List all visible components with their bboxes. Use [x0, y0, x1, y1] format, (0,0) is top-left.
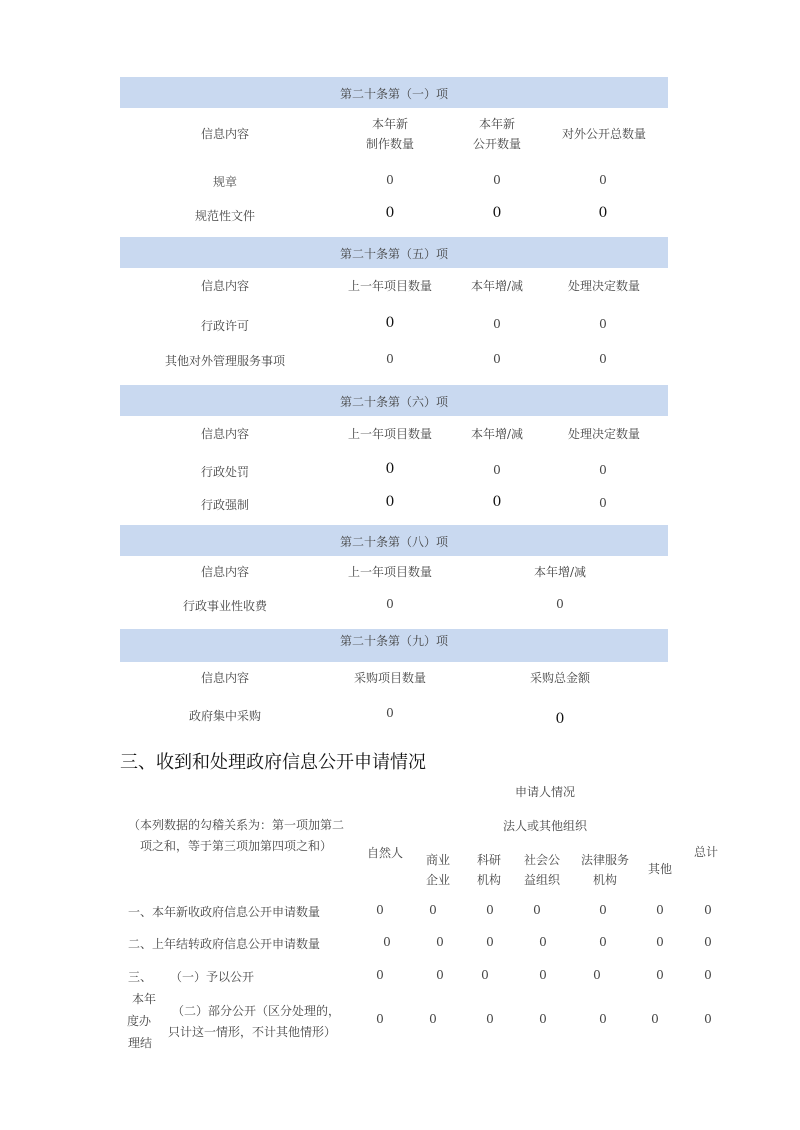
section-title: 第二十条第（五）项 — [339, 247, 448, 261]
row-label: 行政许可 — [200, 319, 249, 333]
cell-value: 0 — [704, 903, 712, 917]
column-header: 法律服务 — [580, 853, 629, 867]
cell-value: 0 — [656, 903, 664, 917]
cell-value: 0 — [481, 968, 489, 982]
row-label: 行政强制 — [200, 498, 249, 512]
note-text: （本列数据的勾稽关系为：第一项加第二 — [128, 818, 345, 832]
column-header: 企业 — [425, 873, 450, 887]
column-header: 信息内容 — [200, 427, 249, 441]
cell-value: 0 — [599, 1012, 607, 1026]
section-header-bar — [120, 385, 668, 416]
side-label: 本年 — [132, 992, 157, 1006]
column-header: 其他 — [647, 862, 672, 876]
cell-value: 0 — [376, 968, 384, 982]
cell-value: 0 — [539, 1012, 547, 1026]
cell-value: 0 — [385, 494, 395, 510]
cell-value: 0 — [533, 903, 541, 917]
cell-value: 0 — [492, 494, 502, 510]
column-header: 上一年项目数量 — [347, 565, 432, 579]
column-header: 信息内容 — [200, 671, 249, 685]
cell-value: 0 — [493, 352, 501, 366]
column-header: 本年增/减 — [470, 427, 524, 441]
cell-value: 0 — [704, 935, 712, 949]
column-header: 机构 — [476, 873, 501, 887]
cell-value: 0 — [386, 706, 394, 720]
cell-value: 0 — [651, 1012, 659, 1026]
column-header: 公开数量 — [472, 137, 521, 151]
column-header: 科研 — [476, 853, 501, 867]
cell-value: 0 — [486, 1012, 494, 1026]
column-header: 机构 — [592, 873, 617, 887]
cell-value: 0 — [539, 968, 547, 982]
row-label: 其他对外管理服务事项 — [164, 354, 285, 368]
section-header-bar — [120, 629, 668, 662]
cell-value: 0 — [436, 935, 444, 949]
column-header: 信息内容 — [200, 565, 249, 579]
column-header: 本年新 — [478, 117, 515, 131]
column-header: 信息内容 — [200, 127, 249, 141]
cell-value: 0 — [486, 935, 494, 949]
cell-value: 0 — [436, 968, 444, 982]
cell-value: 0 — [593, 968, 601, 982]
section-header-bar — [120, 525, 668, 556]
column-header: 自然人 — [366, 846, 403, 860]
cell-value: 0 — [429, 903, 437, 917]
cell-value: 0 — [385, 315, 395, 331]
section-title: 第二十条第（六）项 — [339, 395, 448, 409]
column-header: 信息内容 — [200, 279, 249, 293]
column-header: 本年增/减 — [533, 565, 587, 579]
legal-entity-header: 法人或其他组织 — [502, 819, 587, 833]
section-title: 第二十条第（八）项 — [339, 535, 448, 549]
side-label: 三、 — [128, 970, 153, 984]
row-label: 只计这一情形，不计其他情形） — [168, 1025, 337, 1039]
cell-value: 0 — [383, 935, 391, 949]
column-header: 本年新 — [371, 117, 408, 131]
row-label: 行政事业性收费 — [182, 599, 267, 613]
row-label: 规范性文件 — [194, 209, 255, 223]
side-label: 理结 — [128, 1036, 153, 1050]
cell-value: 0 — [386, 597, 394, 611]
column-header: 处理决定数量 — [567, 279, 640, 293]
side-label: 度办 — [127, 1014, 152, 1028]
cell-value: 0 — [492, 205, 502, 221]
column-header: 对外公开总数量 — [561, 127, 646, 141]
note-text: 项之和，等于第三项加第四项之和） — [140, 839, 333, 853]
column-header: 社会公 — [523, 853, 560, 867]
cell-value: 0 — [598, 205, 608, 221]
cell-value: 0 — [385, 205, 395, 221]
cell-value: 0 — [556, 597, 564, 611]
column-header: 采购项目数量 — [353, 671, 426, 685]
cell-value: 0 — [599, 352, 607, 366]
column-header: 本年增/减 — [470, 279, 524, 293]
row-label: 规章 — [212, 175, 237, 189]
section-title: 第二十条第（一）项 — [339, 87, 448, 101]
row-label: 政府集中采购 — [188, 709, 261, 723]
cell-value: 0 — [486, 903, 494, 917]
cell-value: 0 — [656, 935, 664, 949]
cell-value: 0 — [704, 1012, 712, 1026]
cell-value: 0 — [386, 173, 394, 187]
cell-value: 0 — [599, 463, 607, 477]
section-heading: 三、收到和处理政府信息公开申请情况 — [120, 752, 426, 773]
section-header-bar — [120, 237, 668, 268]
cell-value: 0 — [376, 903, 384, 917]
column-header: 处理决定数量 — [567, 427, 640, 441]
row-label: （二）部分公开（区分处理的， — [172, 1004, 341, 1018]
applicant-header: 申请人情况 — [514, 785, 575, 799]
column-header: 制作数量 — [365, 137, 414, 151]
column-header: 上一年项目数量 — [347, 427, 432, 441]
row-label: 行政处罚 — [200, 465, 249, 479]
cell-value: 0 — [376, 1012, 384, 1026]
cell-value: 0 — [599, 317, 607, 331]
cell-value: 0 — [599, 935, 607, 949]
row-label: 二、上年结转政府信息公开申请数量 — [128, 937, 321, 951]
cell-value: 0 — [599, 496, 607, 510]
row-label: （一）予以公开 — [170, 970, 255, 984]
section-header-bar — [120, 77, 668, 108]
cell-value: 0 — [656, 968, 664, 982]
cell-value: 0 — [493, 463, 501, 477]
column-header: 上一年项目数量 — [347, 279, 432, 293]
cell-value: 0 — [385, 461, 395, 477]
column-header: 益组织 — [523, 873, 560, 887]
row-label: 一、本年新收政府信息公开申请数量 — [128, 905, 321, 919]
column-header: 商业 — [425, 853, 450, 867]
column-header: 总计 — [693, 845, 718, 859]
column-header: 采购总金额 — [529, 671, 590, 685]
cell-value: 0 — [599, 903, 607, 917]
section-title: 第二十条第（九）项 — [339, 634, 448, 648]
cell-value: 0 — [493, 317, 501, 331]
cell-value: 0 — [493, 173, 501, 187]
cell-value: 0 — [704, 968, 712, 982]
cell-value: 0 — [429, 1012, 437, 1026]
cell-value: 0 — [555, 711, 565, 727]
cell-value: 0 — [386, 352, 394, 366]
cell-value: 0 — [539, 935, 547, 949]
cell-value: 0 — [599, 173, 607, 187]
